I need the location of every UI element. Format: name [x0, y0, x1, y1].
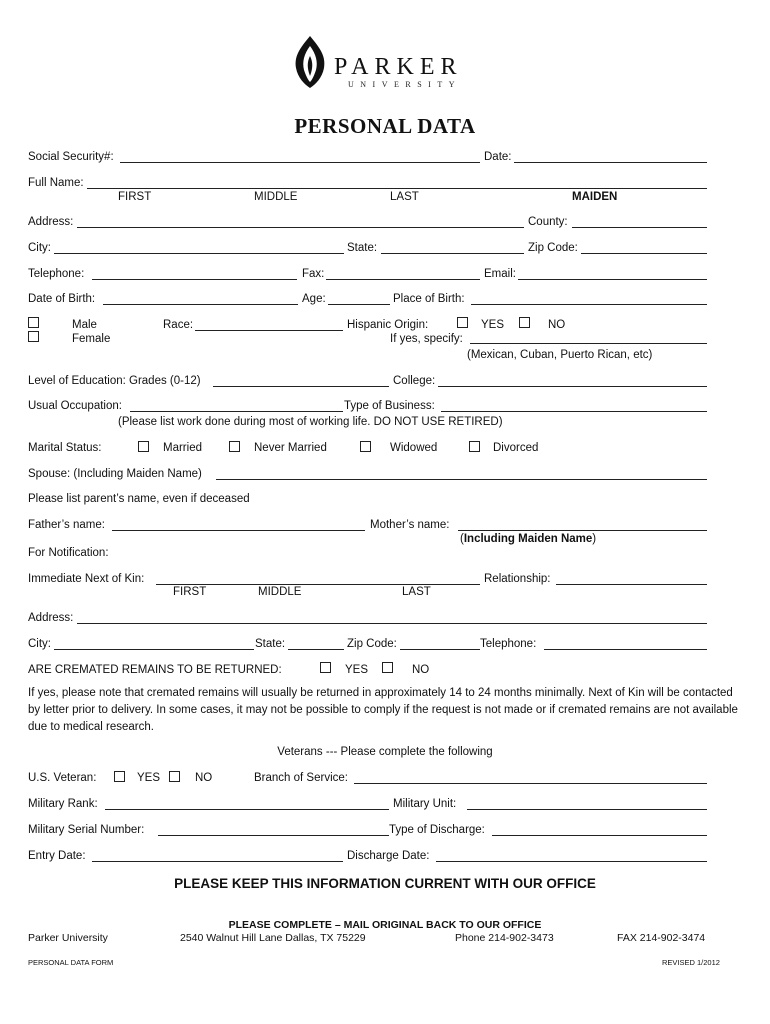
- never-married-checkbox[interactable]: [229, 441, 240, 452]
- hispanic-examples: (Mexican, Cuban, Puerto Rican, etc): [467, 349, 653, 361]
- dob-field[interactable]: [103, 304, 298, 305]
- cremated-remains-label: ARE CREMATED REMAINS TO BE RETURNED:: [28, 664, 282, 676]
- married-label: Married: [163, 442, 202, 454]
- date-label: Date:: [484, 151, 512, 163]
- revision-date: REVISED 1/2012: [662, 958, 720, 967]
- entry-date-field[interactable]: [92, 861, 343, 862]
- footer-fax: FAX 214-902-3474: [617, 932, 706, 944]
- relationship-label: Relationship:: [484, 573, 551, 585]
- page-title: PERSONAL DATA: [294, 114, 476, 138]
- kin-last-caption: LAST: [402, 586, 431, 598]
- military-rank-field[interactable]: [105, 809, 389, 810]
- kin-first-caption: FIRST: [173, 586, 207, 598]
- hispanic-yes-checkbox[interactable]: [457, 317, 468, 328]
- date-field[interactable]: [514, 162, 707, 163]
- branch-label: Branch of Service:: [254, 772, 348, 784]
- cremated-remains-note: If yes, please note that cremated remains will usually be returned in approximately 14 to 24 months minimally. Next of Kin will be contacted by letter prior to delivery. In some cases, it may not be possible to comply if the request is not made or if cremated remains are not available due to medical research.: [28, 687, 738, 733]
- city-field[interactable]: [54, 253, 344, 254]
- parker-university-logo: [290, 34, 490, 94]
- college-label: College:: [393, 375, 436, 387]
- parents-note: Please list parent’s name, even if deceased: [28, 493, 250, 505]
- military-unit-label: Military Unit:: [393, 798, 457, 810]
- education-field[interactable]: [213, 386, 389, 387]
- race-label: Race:: [163, 319, 194, 331]
- kin-telephone-label: Telephone:: [480, 638, 537, 650]
- veterans-heading: Veterans --- Please complete the following: [277, 746, 493, 758]
- county-label: County:: [528, 216, 568, 228]
- entry-date-label: Entry Date:: [28, 850, 86, 862]
- last-caption: LAST: [390, 191, 419, 203]
- flame-icon: [290, 34, 330, 90]
- zip-field[interactable]: [581, 253, 707, 254]
- logo-wordmark: PARKER: [334, 54, 463, 80]
- address-field[interactable]: [77, 227, 524, 228]
- veteran-yes-checkbox[interactable]: [114, 771, 125, 782]
- spouse-field[interactable]: [216, 479, 707, 480]
- full-name-field[interactable]: [87, 188, 707, 189]
- discharge-type-field[interactable]: [492, 835, 707, 836]
- discharge-type-label: Type of Discharge:: [389, 824, 485, 836]
- divorced-label: Divorced: [493, 442, 539, 454]
- business-type-label: Type of Business:: [344, 400, 435, 412]
- college-field[interactable]: [438, 386, 707, 387]
- kin-zip-label: Zip Code:: [347, 638, 397, 650]
- cremated-no-checkbox[interactable]: [382, 662, 393, 673]
- hispanic-specify-field[interactable]: [470, 343, 707, 344]
- mother-label: Mother’s name:: [370, 519, 450, 531]
- veteran-yes-label: YES: [137, 772, 161, 784]
- father-field[interactable]: [112, 530, 365, 531]
- mail-back-notice: PLEASE COMPLETE – MAIL ORIGINAL BACK TO OUR OFFICE: [228, 919, 542, 931]
- military-unit-field[interactable]: [467, 809, 707, 810]
- occupation-note: (Please list work done during most of working life. DO NOT USE RETIRED): [118, 416, 503, 428]
- footer-address: 2540 Walnut Hill Lane Dallas, TX 75229: [180, 932, 366, 944]
- email-label: Email:: [484, 268, 516, 280]
- next-of-kin-label: Immediate Next of Kin:: [28, 573, 145, 585]
- kin-city-field[interactable]: [54, 649, 254, 650]
- keep-current-notice: PLEASE KEEP THIS INFORMATION CURRENT WITH OUR OFFICE: [174, 876, 596, 891]
- widowed-checkbox[interactable]: [360, 441, 371, 452]
- discharge-date-field[interactable]: [436, 861, 707, 862]
- spouse-label: Spouse: (Including Maiden Name): [28, 468, 202, 480]
- state-label: State:: [347, 242, 378, 254]
- email-field[interactable]: [518, 279, 707, 280]
- hispanic-yes-label: YES: [481, 319, 505, 331]
- footer-phone: Phone 214-902-3473: [455, 932, 554, 944]
- cremated-yes-label: YES: [345, 664, 369, 676]
- footer-org-name: Parker University: [28, 932, 108, 944]
- military-rank-label: Military Rank:: [28, 798, 98, 810]
- married-checkbox[interactable]: [138, 441, 149, 452]
- state-field[interactable]: [381, 253, 524, 254]
- kin-address-field[interactable]: [77, 623, 707, 624]
- ssn-label: Social Security#:: [28, 151, 114, 163]
- veteran-no-label: NO: [195, 772, 213, 784]
- divorced-checkbox[interactable]: [469, 441, 480, 452]
- female-label: Female: [72, 333, 111, 345]
- kin-telephone-field[interactable]: [544, 649, 707, 650]
- age-field[interactable]: [328, 304, 390, 305]
- mother-field[interactable]: [458, 530, 707, 531]
- never-married-label: Never Married: [254, 442, 327, 454]
- if-yes-specify-label: If yes, specify:: [390, 333, 463, 345]
- kin-state-field[interactable]: [288, 649, 344, 650]
- ssn-field[interactable]: [120, 162, 480, 163]
- occupation-field[interactable]: [130, 411, 343, 412]
- fax-label: Fax:: [302, 268, 325, 280]
- education-label: Level of Education: Grades (0-12): [28, 375, 201, 387]
- telephone-field[interactable]: [92, 279, 297, 280]
- logo-subtitle: UNIVERSITY: [348, 80, 461, 89]
- female-checkbox[interactable]: [28, 331, 39, 342]
- age-label: Age:: [302, 293, 326, 305]
- branch-field[interactable]: [354, 783, 707, 784]
- county-field[interactable]: [572, 227, 707, 228]
- address-label: Address:: [28, 216, 74, 228]
- place-of-birth-label: Place of Birth:: [393, 293, 465, 305]
- serial-number-label: Military Serial Number:: [28, 824, 145, 836]
- male-label: Male: [72, 319, 97, 331]
- form-name: PERSONAL DATA FORM: [28, 958, 114, 967]
- marital-status-label: Marital Status:: [28, 442, 102, 454]
- discharge-date-label: Discharge Date:: [347, 850, 430, 862]
- place-of-birth-field[interactable]: [471, 304, 707, 305]
- hispanic-no-label: NO: [548, 319, 566, 331]
- telephone-label: Telephone:: [28, 268, 85, 280]
- kin-zip-field[interactable]: [400, 649, 480, 650]
- zip-label: Zip Code:: [528, 242, 578, 254]
- full-name-label: Full Name:: [28, 177, 84, 189]
- business-type-field[interactable]: [441, 411, 707, 412]
- cremated-yes-checkbox[interactable]: [320, 662, 331, 673]
- kin-address-label: Address:: [28, 612, 74, 624]
- relationship-field[interactable]: [556, 584, 707, 585]
- occupation-label: Usual Occupation:: [28, 400, 122, 412]
- hispanic-no-checkbox[interactable]: [519, 317, 530, 328]
- widowed-label: Widowed: [390, 442, 438, 454]
- middle-caption: MIDDLE: [254, 191, 298, 203]
- dob-label: Date of Birth:: [28, 293, 96, 305]
- male-checkbox[interactable]: [28, 317, 39, 328]
- veteran-no-checkbox[interactable]: [169, 771, 180, 782]
- cremated-no-label: NO: [412, 664, 430, 676]
- kin-city-label: City:: [28, 638, 51, 650]
- race-field[interactable]: [195, 330, 343, 331]
- kin-state-label: State:: [255, 638, 286, 650]
- city-label: City:: [28, 242, 51, 254]
- maiden-caption: MAIDEN: [572, 191, 618, 203]
- fax-field[interactable]: [326, 279, 480, 280]
- serial-number-field[interactable]: [158, 835, 389, 836]
- father-label: Father’s name:: [28, 519, 105, 531]
- hispanic-label: Hispanic Origin:: [347, 319, 429, 331]
- first-caption: FIRST: [118, 191, 152, 203]
- us-veteran-label: U.S. Veteran:: [28, 772, 97, 784]
- notification-heading: For Notification:: [28, 547, 109, 559]
- including-maiden-name-note: (Including Maiden Name): [460, 533, 597, 545]
- kin-middle-caption: MIDDLE: [258, 586, 302, 598]
